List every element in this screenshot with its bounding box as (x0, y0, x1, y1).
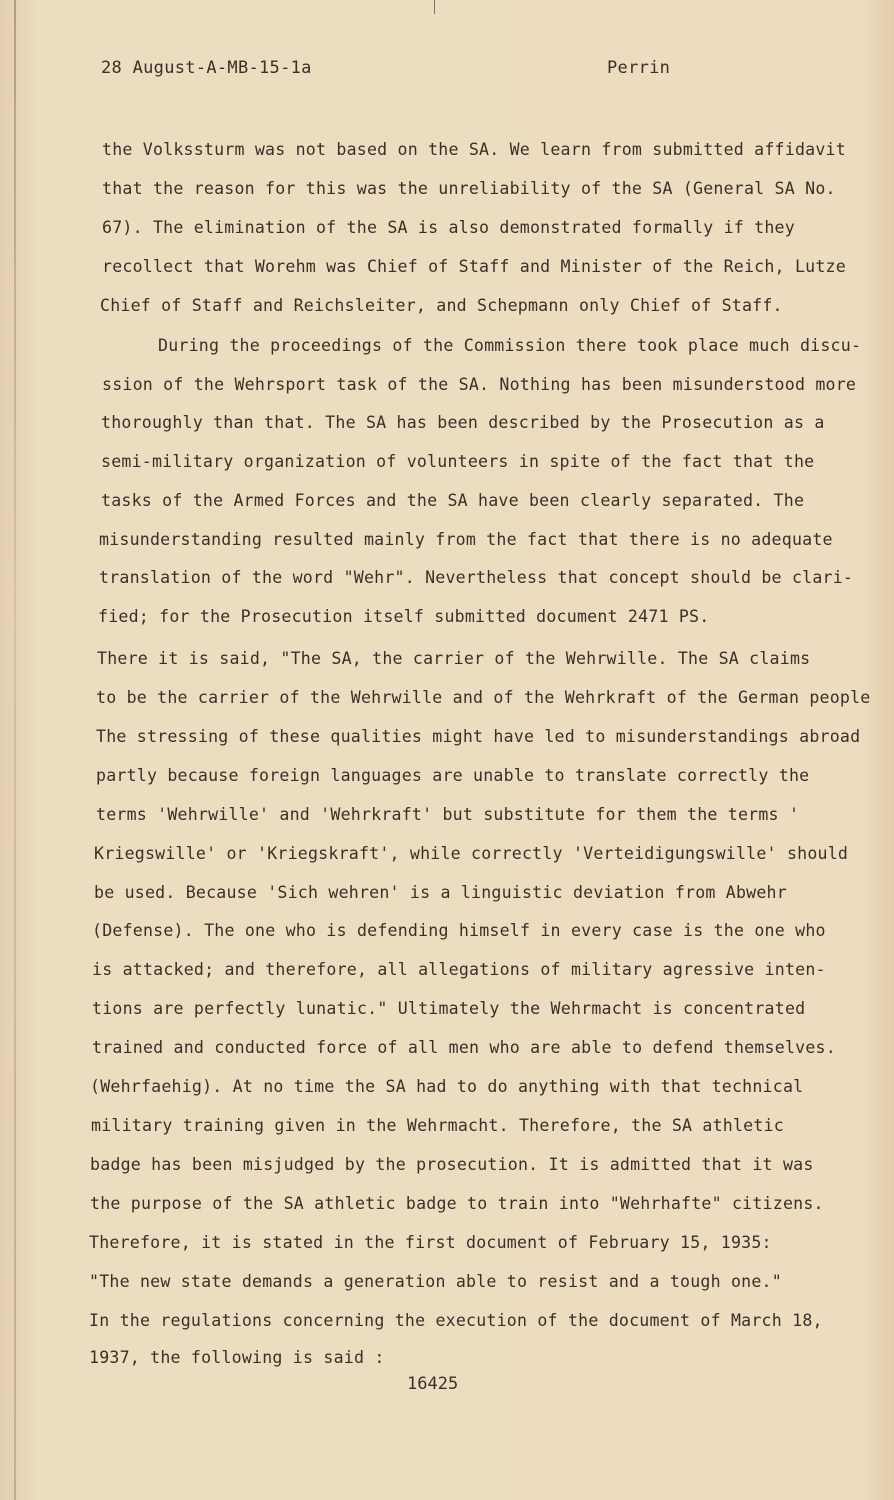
text-line: In the regulations concerning the execution of the document of March 18, (89, 1311, 823, 1330)
text-line: ssion of the Wehrsport task of the SA. Nothing has been misunderstood more (102, 375, 857, 394)
text-line: to be the carrier of the Wehrwille and of the Wehrkraft of the German people (96, 688, 871, 707)
text-line: recollect that Worehm was Chief of Staff and Minister of the Reich, Lutze (102, 257, 846, 276)
text-line: There it is said, "The SA, the carrier of the Wehrwille. The SA claims (97, 649, 811, 668)
text-line: Kriegswille' or 'Kriegskraft', while correctly 'Verteidigungswille' should (94, 844, 849, 863)
text-line: tasks of the Armed Forces and the SA have been clearly separated. The (101, 491, 805, 510)
text-line: translation of the word "Wehr". Nevertheless that concept should be clari- (99, 568, 854, 587)
text-line: misunderstanding resulted mainly from the fact that there is no adequate (99, 530, 833, 549)
text-line: military training given in the Wehrmacht. Therefore, the SA athletic (91, 1116, 784, 1135)
text-line: 1937, the following is said : (89, 1348, 385, 1367)
text-line: fied; for the Prosecution itself submitted document 2471 PS. (98, 607, 710, 626)
text-line: "The new state demands a generation able to resist and a tough one." (89, 1272, 782, 1291)
text-line: the Volkssturm was not based on the SA. We learn from submitted affidavit (102, 140, 846, 159)
text-line: thoroughly than that. The SA has been described by the Prosecution as a (101, 413, 825, 432)
speaker-name: Perrin (607, 58, 671, 78)
paper-top-mark (434, 0, 435, 14)
page-number: 16425 (407, 1374, 459, 1394)
text-line: (Wehrfaehig). At no time the SA had to do anything with that technical (90, 1077, 804, 1096)
text-line: During the proceedings of the Commission there took place much discu- (158, 336, 862, 355)
text-line: 67). The elimination of the SA is also demonstrated formally if they (102, 218, 795, 237)
text-line: is attacked; and therefore, all allegations of military agressive inten- (92, 960, 826, 979)
text-line: the purpose of the SA athletic badge to train into "Wehrhafte" citizens. (90, 1194, 824, 1213)
text-line: terms 'Wehrwille' and 'Wehrkraft' but substitute for them the terms ' (96, 805, 800, 824)
text-line: partly because foreign languages are unable to translate correctly the (96, 766, 810, 785)
text-line: (Defense). The one who is defending himself in every case is the one who (92, 921, 826, 940)
text-line: badge has been misjudged by the prosecution. It is admitted that it was (90, 1155, 814, 1174)
text-line: be used. Because 'Sich wehren' is a linguistic deviation from Abwehr (94, 883, 787, 902)
text-line: The stressing of these qualities might have led to misunderstandings abroad (96, 727, 861, 746)
text-line: trained and conducted force of all men who are able to defend themselves. (92, 1038, 836, 1057)
text-line: tions are perfectly lunatic." Ultimately the Wehrmacht is concentrated (92, 999, 806, 1018)
text-line: Therefore, it is stated in the first document of February 15, 1935: (89, 1233, 772, 1252)
text-line: semi-military organization of volunteers in spite of the fact that the (101, 452, 815, 471)
text-line: Chief of Staff and Reichsleiter, and Schepmann only Chief of Staff. (100, 296, 783, 315)
paper-edge-shadow (14, 0, 16, 1500)
text-line: that the reason for this was the unreliability of the SA (General SA No. (102, 179, 836, 198)
document-id: 28 August-A-MB-15-1a (101, 58, 312, 78)
